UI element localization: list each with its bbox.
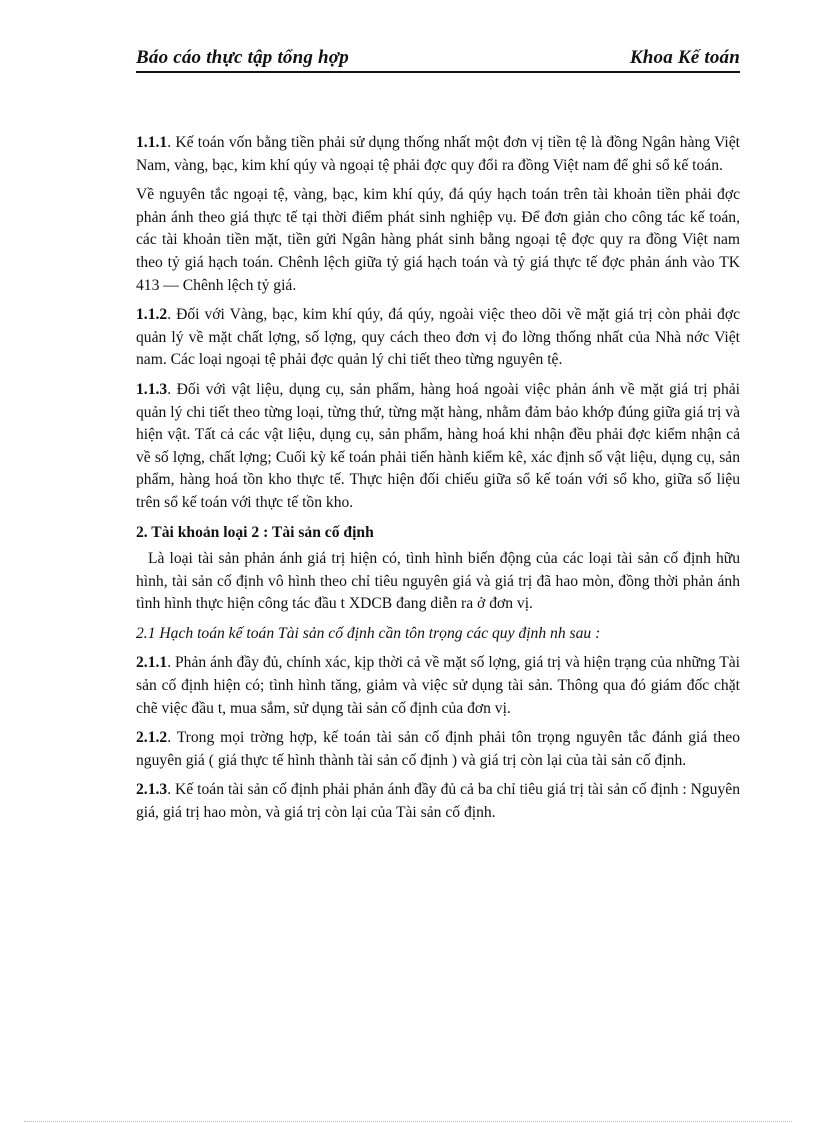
document-body: [136, 132, 740, 832]
clause-number: 1.1.3: [136, 380, 168, 398]
clause-text: . Đối với Vàng, bạc, kim khí qúy, đá qúy, ngoài việc theo dõi về mặt giá trị còn phải đợc quản lý về mặt chất lợng, số lợng, quy cách theo đơn vị đo lờng thống nhất của Nhà nớc Việt nam. Các loại ngoại tệ phải đợc quản lý chi tiết theo từng nguyên tệ.: [136, 306, 740, 369]
paragraph-2-1-1: [136, 652, 740, 720]
clause-number: 1.1.1: [136, 134, 168, 151]
clause-number: 1.1.2: [136, 306, 168, 324]
paragraph-1-1-2: [136, 304, 740, 372]
paragraph-2-1-2: [136, 727, 740, 772]
clause-number: 2.1.2: [136, 729, 168, 747]
section-2-1-subheading: 2.1 Hạch toán kế toán Tài sản cố định cần tôn trọng các quy định nh sau :: [136, 624, 601, 642]
section-2-intro: Là loại tài sản phản ánh giá trị hiện có, tình hình biến động của các loại tài sản cố định hữu hình, tài sản cố định vô hình theo chỉ tiêu nguyên giá và giá trị đã hao mòn, đồng thời phản ánh tình hình thực hiện công tác đầu t XDCB đang diễn ra ở đơn vị.: [136, 550, 740, 613]
paragraph-foreign-currency: [136, 184, 740, 297]
clause-text: . Trong mọi trờng hợp, kế toán tài sản cố định phải tôn trọng nguyên tắc đánh giá theo nguyên giá ( giá thực tế hình thành tài sản cố định ) và giá trị còn lại của tài sản cố định.: [136, 729, 740, 769]
header-report-title: Báo cáo thực tập tổng hợp: [136, 47, 349, 68]
page-bottom-border: [24, 1121, 792, 1122]
clause-number: 2.1.3: [136, 781, 168, 799]
clause-text: Về nguyên tắc ngoại tệ, vàng, bạc, kim khí qúy, đá qúy hạch toán trên tài khoản tiền phải đợc phản ánh theo giá thực tế tại thời điểm phát sinh nghiệp vụ. Để đơn giản cho công tác kế toán, các tài khoản tiền mặt, tiền gửi Ngân hàng phát sinh bằng ngoại tệ đợc quy ra đồng Việt nam theo tỷ giá hạch toán. Chênh lệch giữa tỷ giá hạch toán và tỷ giá thực tế đợc phản ánh vào TK 413 — Chênh lệch tỷ giá.: [136, 186, 740, 294]
page-header: [136, 47, 740, 73]
clause-text: . Kế toán vốn bằng tiền phải sử dụng thống nhất một đơn vị tiền tệ là đồng Ngân hàng Việt Nam, vàng, bạc, kim khí qúy và ngoại tệ phải đợc quy đổi ra đồng Việt nam để ghi sổ kế toán.: [136, 134, 740, 174]
paragraph-1-1-3: [136, 379, 740, 515]
clause-text: . Đối với vật liệu, dụng cụ, sản phẩm, hàng hoá ngoài việc phản ánh về mặt giá trị phải quản lý chi tiết theo từng loại, từng thứ, từng mặt hàng, nhằm đảm bảo khớp đúng giữa giá trị và hiện vật. Tất cả các vật liệu, dụng cụ, sản phẩm, hàng hoá khi nhận đều phải đợc kiểm nhận cả về số lợng, chất lợng; Cuối kỳ kế toán phải tiến hành kiểm kê, xác định số vật liệu, dụng cụ, sản phẩm, hàng hoá tồn kho thực tế. Thực hiện đối chiếu giữa sổ kế toán với sổ kho, giữa số liệu trên sổ kế toán với thực tế tồn kho.: [136, 380, 740, 511]
paragraph-2-1-3: [136, 779, 740, 824]
header-department: Khoa Kế toán: [629, 47, 740, 68]
clause-text: . Kế toán tài sản cố định phải phản ánh đầy đủ cả ba chỉ tiêu giá trị tài sản cố định : Nguyên giá, giá trị hao mòn, và giá trị còn lại của Tài sản cố định.: [136, 781, 740, 822]
clause-text: . Phản ánh đầy đủ, chính xác, kịp thời cả về mặt số lợng, giá trị và hiện trạng của những Tài sản cố định hiện có; tình hình tăng, giảm và việc sử dụng tài sản. Thông qua đó giám đốc chặt chẽ việc đầu t, mua sắm, sử dụng tài sản cố định của đơn vị.: [136, 654, 740, 717]
paragraph-1-1-1: [136, 132, 740, 177]
clause-number: 2.1.1: [136, 654, 168, 672]
section-2-heading: 2. Tài khoản loại 2 : Tài sản cố định: [136, 523, 374, 541]
